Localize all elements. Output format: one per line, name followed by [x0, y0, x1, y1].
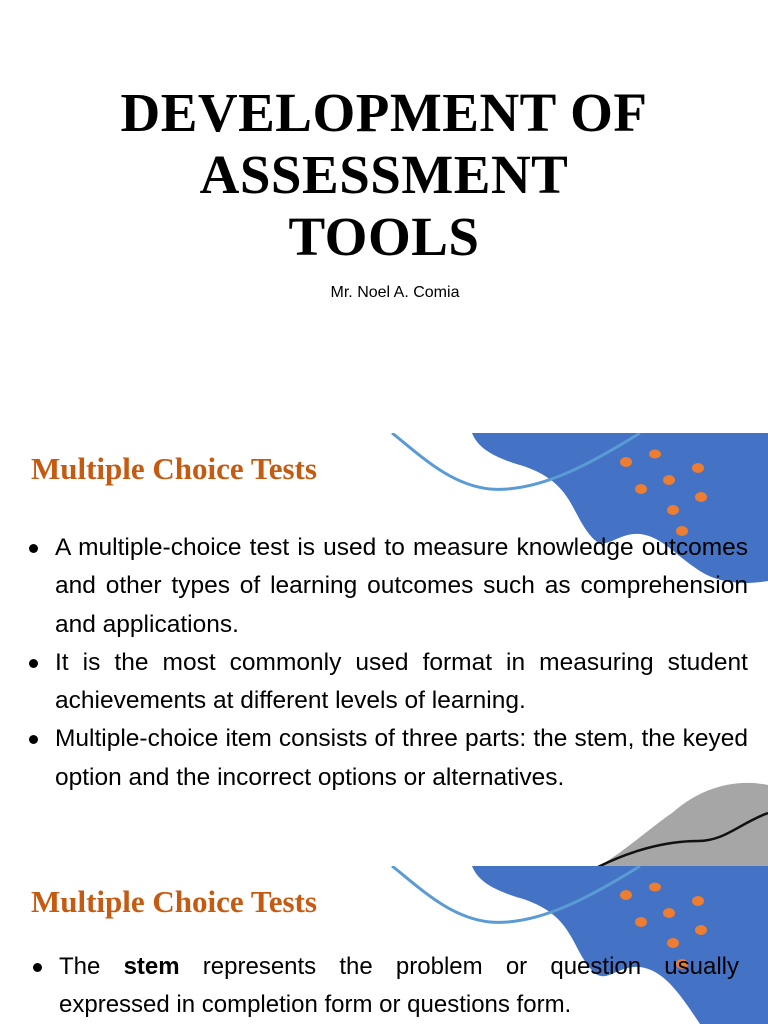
content-slide [0, 433, 768, 867]
content-slide [0, 866, 768, 1024]
bullet-item: It is the most commonly used format in measuring student achievements at different levels of learning. [55, 644, 748, 721]
slide-heading: Multiple Choice Tests [31, 884, 317, 919]
presentation-title [0, 82, 768, 268]
author-name: Mr. Noel A. Comia [330, 284, 460, 301]
title-line: DEVELOPMENT OF [120, 82, 648, 143]
slide-heading: Multiple Choice Tests [31, 451, 317, 486]
title-line: ASSESSMENT [199, 144, 569, 205]
bullet-item: A multiple-choice test is used to measure knowledge outcomes and other types of learning outcomes such as comprehension and applications. [55, 529, 748, 644]
bold-term-stem: stem [123, 953, 180, 980]
bullet-text-prefix: The [59, 953, 124, 980]
title-line: TOOLS [288, 206, 480, 267]
bullet-list [55, 529, 748, 797]
title-slide [0, 0, 768, 410]
bullet-text-rest: represents the problem or question usually expressed in completion form or questions form. [59, 953, 739, 1018]
bullet-item: Multiple-choice item consists of three parts: the stem, the keyed option and the incorrect options or alternatives. [55, 720, 748, 797]
bullet-list [59, 948, 739, 1024]
bullet-item [59, 948, 739, 1024]
